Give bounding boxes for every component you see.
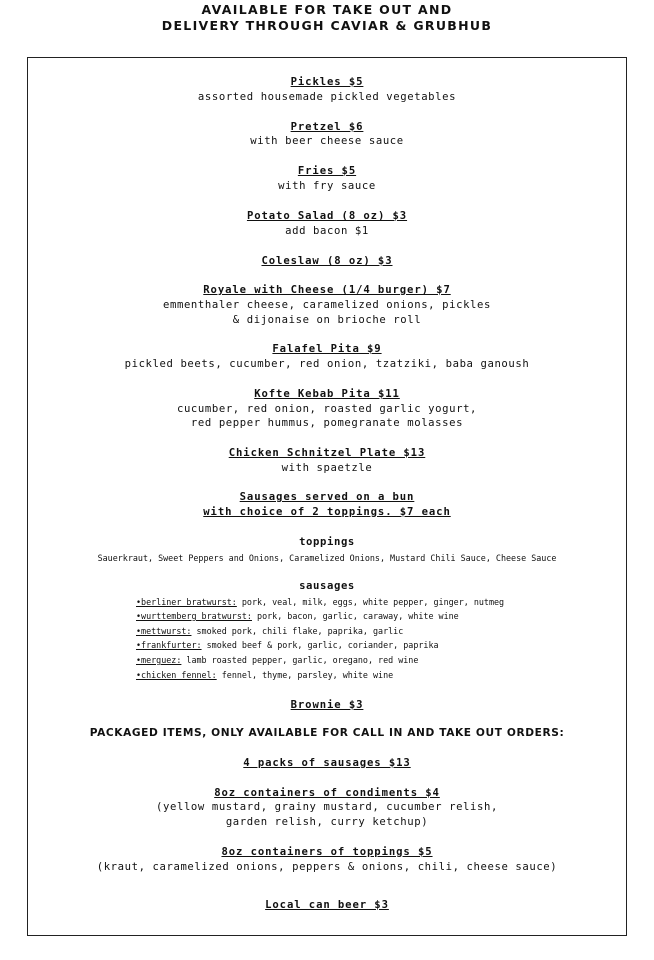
item-title-coleslaw: Coleslaw (8 oz) $3 bbox=[261, 255, 393, 267]
item-desc-fries: with fry sauce bbox=[278, 180, 376, 192]
toppings-list: Sauerkraut, Sweet Peppers and Onions, Caramelized Onions, Mustard Chili Sauce, Cheese Sauce bbox=[97, 553, 557, 563]
item-title-royale: Royale with Cheese (1/4 burger) $7 bbox=[203, 284, 451, 296]
packaged-title-packs: 4 packs of sausages $13 bbox=[243, 757, 411, 769]
item-title-schnitzel: Chicken Schnitzel Plate $13 bbox=[228, 447, 426, 459]
sausage-desc: pork, veal, milk, eggs, white pepper, ginger, nutmeg bbox=[236, 597, 505, 607]
item-title-pickles: Pickles $5 bbox=[290, 76, 364, 88]
item-title-sausages-2: with choice of 2 toppings. $7 each bbox=[203, 506, 451, 518]
item-title-kofte: Kofte Kebab Pita $11 bbox=[254, 388, 400, 400]
item-desc-kofte-1: cucumber, red onion, roasted garlic yogurt, bbox=[176, 403, 478, 415]
sausage-desc: pork, bacon, garlic, caraway, white wine bbox=[251, 611, 459, 621]
sausage-desc: lamb roasted pepper, garlic, oregano, red wine bbox=[181, 655, 419, 665]
sausage-entry bbox=[136, 670, 393, 681]
item-desc-royale-1: emmenthaler cheese, caramelized onions, pickles bbox=[163, 299, 491, 311]
sausage-entry bbox=[136, 597, 504, 608]
sausage-entry bbox=[136, 626, 403, 637]
sausage-entry bbox=[136, 611, 459, 622]
item-title-sausages-1: Sausages served on a bun bbox=[239, 491, 415, 503]
packaged-title-beer: Local can beer $3 bbox=[265, 899, 389, 911]
item-title-falafel: Falafel Pita $9 bbox=[272, 343, 382, 355]
item-title-brownie: Brownie $3 bbox=[290, 699, 364, 711]
sausage-name: •berliner bratwurst: bbox=[136, 597, 237, 607]
sausages-heading: sausages bbox=[299, 580, 355, 592]
sausage-entry bbox=[136, 640, 439, 651]
item-desc-schnitzel: with spaetzle bbox=[281, 462, 373, 474]
sausage-desc: smoked beef & pork, garlic, coriander, paprika bbox=[201, 640, 439, 650]
toppings-heading: toppings bbox=[299, 536, 355, 548]
sausage-entry bbox=[136, 655, 418, 666]
sausage-name: •merguez: bbox=[136, 655, 182, 665]
sausage-name: •mettwurst: bbox=[136, 626, 192, 636]
packaged-desc-condiments-2: garden relish, curry ketchup) bbox=[225, 816, 429, 828]
item-desc-potato-salad: add bacon $1 bbox=[285, 225, 369, 237]
item-desc-falafel: pickled beets, cucumber, red onion, tzatziki, baba ganoush bbox=[124, 358, 530, 370]
item-desc-pickles: assorted housemade pickled vegetables bbox=[197, 91, 457, 103]
packaged-heading: PACKAGED ITEMS, ONLY AVAILABLE FOR CALL IN AND TAKE OUT ORDERS: bbox=[89, 727, 565, 739]
header-line-2: DELIVERY THROUGH CAVIAR & GRUBHUB bbox=[161, 18, 493, 33]
item-title-fries: Fries $5 bbox=[297, 165, 357, 177]
item-title-pretzel: Pretzel $6 bbox=[290, 121, 364, 133]
sausage-desc: fennel, thyme, parsley, white wine bbox=[216, 670, 394, 680]
page-header bbox=[0, 2, 654, 34]
sausage-name: •wurttemberg bratwurst: bbox=[136, 611, 252, 621]
sausage-name: •frankfurter: bbox=[136, 640, 202, 650]
packaged-desc-condiments-1: (yellow mustard, grainy mustard, cucumber relish, bbox=[156, 801, 498, 813]
item-desc-royale-2: & dijonaise on brioche roll bbox=[232, 314, 422, 326]
packaged-title-condiments: 8oz containers of condiments $4 bbox=[214, 787, 440, 799]
item-desc-pretzel: with beer cheese sauce bbox=[250, 135, 404, 147]
header-line-1: AVAILABLE FOR TAKE OUT AND bbox=[201, 2, 453, 17]
sausage-name: •chicken fennel: bbox=[136, 670, 217, 680]
packaged-desc-toppings: (kraut, caramelized onions, peppers & onions, chili, cheese sauce) bbox=[96, 861, 558, 873]
sausage-desc: smoked pork, chili flake, paprika, garlic bbox=[191, 626, 404, 636]
packaged-title-toppings: 8oz containers of toppings $5 bbox=[221, 846, 433, 858]
item-title-potato-salad: Potato Salad (8 oz) $3 bbox=[246, 210, 408, 222]
item-desc-kofte-2: red pepper hummus, pomegranate molasses bbox=[190, 417, 464, 429]
